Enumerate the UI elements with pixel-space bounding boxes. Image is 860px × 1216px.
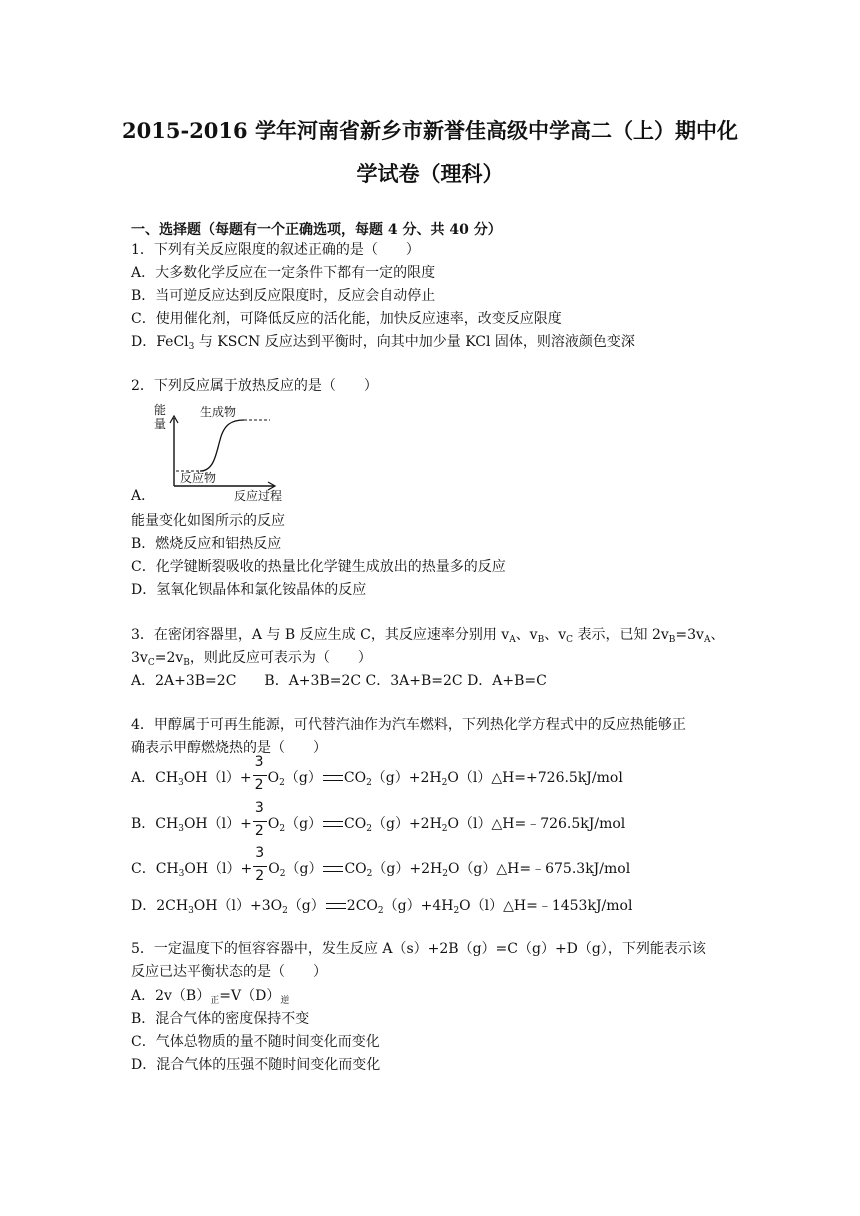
q1-option-b: B．当可逆反应达到反应限度时，反应会自动停止 <box>131 288 436 304</box>
q5-option-c: C．气体总物质的量不随时间变化而变化 <box>131 1034 380 1050</box>
q5-option-a: A．$2v(B)_正=V(D)_逆$ <box>131 988 290 1006</box>
q1-option-a: A．大多数化学反应在一定条件下都有一定的限度 <box>131 265 436 281</box>
q3-stem-line-2: $3v_C=2v_B$，则此反应可表示为（ ） <box>131 650 372 668</box>
q4-option-b: B．$CH_3OH(l)+$ $\frac{3}{2}$ $O_2(g)$ $CO_2(g)+2H_2O(l)\triangle H=﹣726.5kJ$/mol <box>131 800 626 839</box>
q2-option-c: C．化学键断裂吸收的热量比化学键生成放出的热量多的反应 <box>131 559 506 575</box>
product-label: 生成物 <box>200 405 237 419</box>
q3-stem-line-1: 3．在密闭容器里，A 与 B 反应生成 C，其反应速率分别用 $v_A$、$v_B$、$v_C$ 表示，已知 $2v_B=3v_A$、 <box>131 627 725 645</box>
fraction-three-halves: $\frac{3}{2}$ <box>253 815 267 833</box>
fraction-three-halves: $\frac{3}{2}$ <box>253 860 267 878</box>
energy-y-label-2: 量 <box>154 417 167 431</box>
q3-options: A．2A+3B=2C B．A+3B=2C C．3A+B=2C D．A+B=C <box>131 673 547 689</box>
q5-stem-line-1: 5．一定温度下的恒容容器中，发生反应 A（s）+2B（g）=C（g）+D（g），下列能表示该 <box>131 941 706 957</box>
q4-stem-line-2: 确表示甲醇燃烧热的是（ ） <box>131 740 327 756</box>
equals-sign <box>323 821 343 827</box>
equals-sign <box>323 866 343 872</box>
exam-title-line-1: 2015-2016 学年河南省新乡市新誉佳高级中学高二（上）期中化 <box>122 118 738 143</box>
reactant-label: 反应物 <box>180 471 217 485</box>
exam-title-line-2: 学试卷（理科） <box>356 161 504 186</box>
q4-option-a: A．$CH_3OH(l)+$ $\frac{3}{2}$ $O_2(g)$ $CO_2(g)+2H_2O(l)\triangle H=+726.5kJ$/mol <box>131 754 623 793</box>
q4-stem-line-1: 4．甲醇属于可再生能源，可代替汽油作为汽车燃料，下列热化学方程式中的反应热能够正 <box>131 717 686 733</box>
section-heading: 一、选择题（每题有一个正确选项，每题 4 分、共 40 分） <box>131 222 502 238</box>
q2-option-b: B．燃烧反应和铝热反应 <box>131 536 282 552</box>
q2-option-d: D．氢氧化钡晶体和氯化铵晶体的反应 <box>131 582 367 598</box>
q2-option-a-text: 能量变化如图所示的反应 <box>131 513 285 529</box>
energy-y-label-1: 能 <box>154 403 167 417</box>
q4-option-d: D．$2CH_3OH(l)+3O_2(g)$ $2CO_2(g)+4H_2O(l)\triangle H=﹣1453kJ$/mol <box>131 898 633 916</box>
q5-option-d: D．混合气体的压强不随时间变化而变化 <box>131 1057 381 1073</box>
q5-stem-line-2: 反应已达平衡状态的是（ ） <box>131 964 327 980</box>
q1-stem: 1．下列有关反应限度的叙述正确的是（ ） <box>131 242 420 258</box>
q2-option-a-label: A． <box>131 488 156 504</box>
q5-option-b: B．混合气体的密度保持不变 <box>131 1011 310 1027</box>
fraction-three-halves: $\frac{3}{2}$ <box>253 769 267 787</box>
q4-option-c: C．$CH_3OH(l)+$ $\frac{3}{2}$ $O_2(g)$ $CO_2(g)+2H_2O(g)\triangle H=﹣675.3kJ$/mol <box>131 845 631 884</box>
reaction-curve <box>200 420 244 471</box>
energy-diagram <box>150 403 290 503</box>
q1-option-c: C．使用催化剂，可降低反应的活化能，加快反应速率，改变反应限度 <box>131 311 562 327</box>
equals-sign <box>323 775 343 781</box>
x-axis-label: 反应过程 <box>234 489 283 503</box>
q2-stem: 2．下列反应属于放热反应的是（ ） <box>131 378 378 394</box>
equals-sign <box>326 903 346 909</box>
q1-option-d: D．FeCl$_3$ 与 KSCN 反应达到平衡时，向其中加少量 KCl 固体，则溶液颜色变深 <box>131 334 635 352</box>
